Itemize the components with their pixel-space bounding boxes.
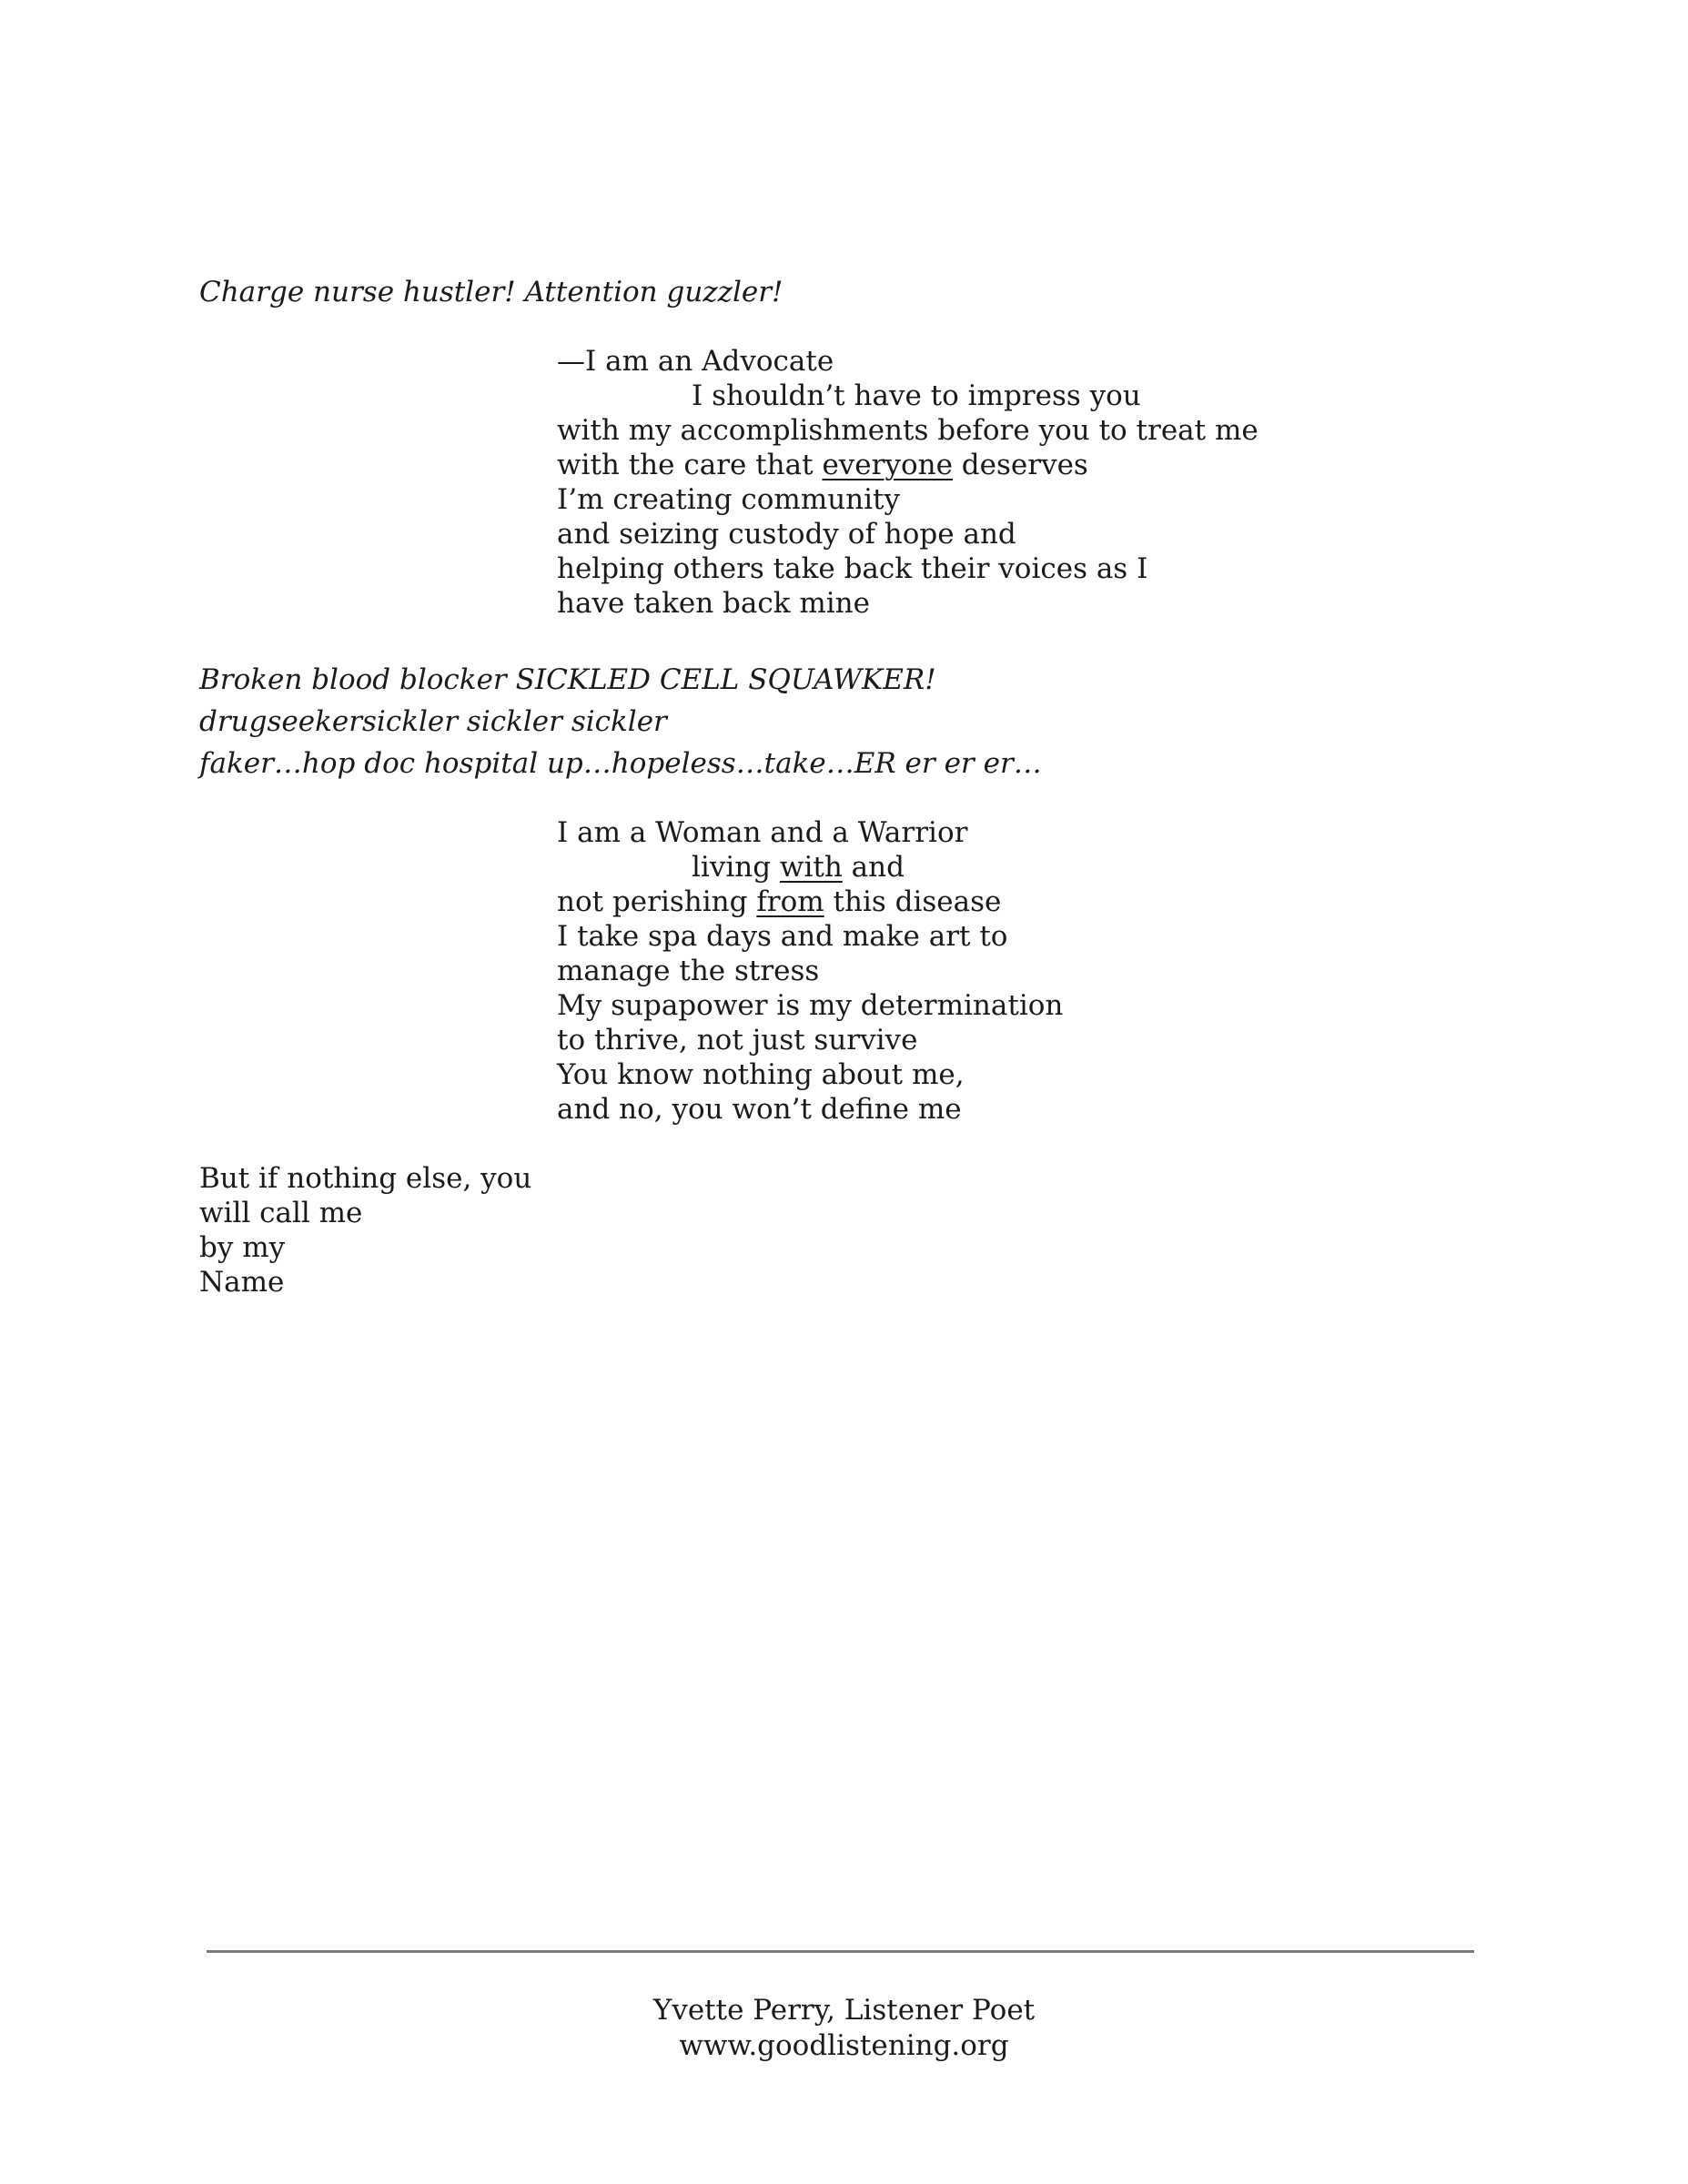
advocate-line-2: I shouldn’t have to impress you bbox=[692, 379, 1141, 412]
underlined-from: from bbox=[756, 885, 824, 918]
warrior-line-5: manage the stress bbox=[557, 955, 820, 987]
warrior-line-2-post: and bbox=[842, 851, 905, 884]
warrior-line-3-post: this disease bbox=[824, 885, 1002, 918]
warrior-line-3 bbox=[557, 885, 1001, 919]
advocate-line-4 bbox=[557, 448, 1088, 482]
advocate-line-1: —I am an Advocate bbox=[557, 345, 834, 378]
footer-author: Yvette Perry, Listener Poet bbox=[652, 1994, 1036, 2027]
taunt-line-3: drugseekersickler sickler sickler bbox=[199, 705, 667, 738]
advocate-line-6: and seizing custody of hope and bbox=[557, 518, 1016, 551]
closing-line-3: by my bbox=[199, 1231, 286, 1264]
closing-line-4: Name bbox=[199, 1266, 285, 1299]
warrior-line-7: to thrive, not just survive bbox=[557, 1024, 918, 1057]
advocate-line-5: I’m creating community bbox=[557, 483, 901, 516]
warrior-line-1: I am a Woman and a Warrior bbox=[557, 816, 968, 849]
footer-divider bbox=[207, 1950, 1474, 1953]
closing-line-2: will call me bbox=[199, 1197, 363, 1229]
underlined-with: with bbox=[779, 851, 843, 884]
advocate-line-7: helping others take back their voices as I bbox=[557, 552, 1148, 585]
warrior-line-8: You know nothing about me, bbox=[557, 1058, 965, 1091]
advocate-line-8: have taken back mine bbox=[557, 587, 870, 620]
advocate-line-4-post: deserves bbox=[952, 449, 1088, 481]
taunt-line-4: faker…hop doc hospital up…hopeless…take…ER er er er… bbox=[199, 747, 1042, 780]
closing-line-1: But if nothing else, you bbox=[199, 1162, 532, 1195]
underlined-everyone: everyone bbox=[822, 449, 953, 481]
footer-website: www.goodlistening.org bbox=[679, 2029, 1009, 2062]
warrior-line-9: and no, you won’t define me bbox=[557, 1093, 962, 1126]
advocate-line-4-pre: with the care that bbox=[557, 449, 823, 481]
advocate-line-3: with my accomplishments before you to treat me bbox=[557, 414, 1258, 447]
warrior-line-3-pre: not perishing bbox=[557, 885, 757, 918]
taunt-line-2: Broken blood blocker SICKLED CELL SQUAWKER! bbox=[199, 663, 936, 696]
warrior-line-2-pre: living bbox=[692, 851, 780, 884]
warrior-line-2 bbox=[692, 850, 905, 885]
warrior-line-4: I take spa days and make art to bbox=[557, 920, 1008, 953]
taunt-line-1: Charge nurse hustler! Attention guzzler! bbox=[199, 276, 783, 308]
warrior-line-6: My supapower is my determination bbox=[557, 989, 1064, 1022]
